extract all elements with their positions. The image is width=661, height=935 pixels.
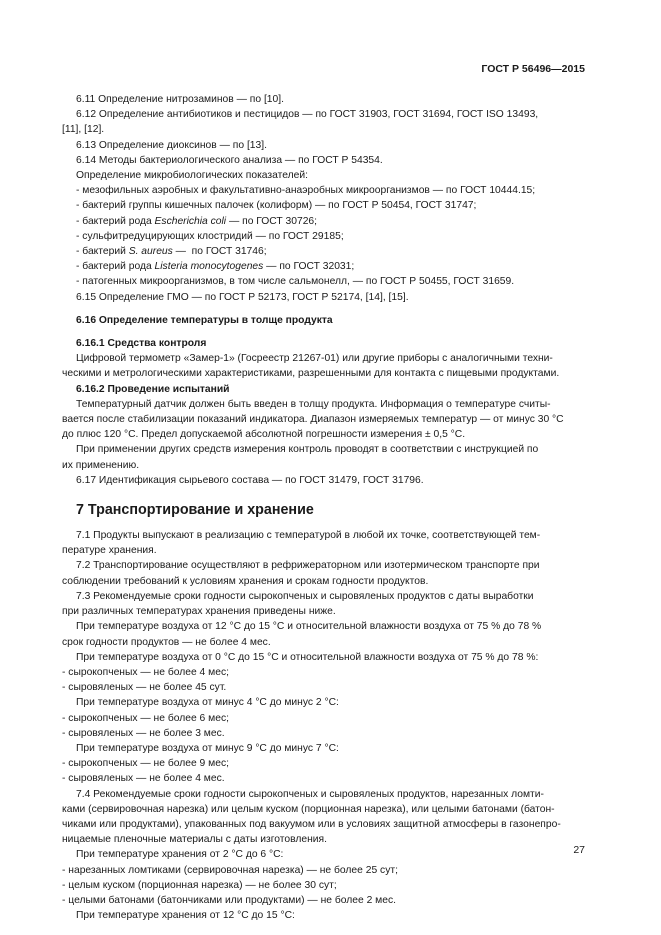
paragraph xyxy=(76,619,586,634)
text-line: - сыровяленых — не более 3 мес. xyxy=(62,727,225,739)
text-line: 7.3 Рекомендуемые сроки годности сырокопченых и сыровяленых продуктов с даты выработки xyxy=(76,590,534,602)
text-line: 6.15 Определение ГМО — по ГОСТ Р 52173, ГОСТ Р 52174, [14], [15]. xyxy=(76,291,409,303)
text-line: При температуре воздуха от минус 4 °С до минус 2 °С: xyxy=(76,697,339,709)
species-name: Escherichia coli xyxy=(154,215,227,227)
paragraph xyxy=(76,847,586,862)
text-line: 6.17 Идентификация сырьевого состава — по ГОСТ 31479, ГОСТ 31796. xyxy=(76,474,424,486)
paragraph xyxy=(62,366,586,381)
list-item xyxy=(62,863,586,878)
paragraph xyxy=(62,122,586,137)
subsection-heading: 6.16 Определение температуры в толще продукта xyxy=(76,314,333,326)
species-name: S. aureus xyxy=(128,246,173,258)
text-line: - целыми батонами (батончиками или продуктами) — не более 2 мес. xyxy=(62,894,396,906)
list-item xyxy=(62,893,586,908)
paragraph xyxy=(76,153,586,168)
paragraph xyxy=(62,458,586,473)
paragraph xyxy=(76,558,586,573)
paragraph xyxy=(62,412,586,427)
text-line: 6.11 Определение нитрозаминов — по [10]. xyxy=(76,94,284,105)
text-line: 6.13 Определение диоксинов — по [13]. xyxy=(76,139,267,151)
paragraph xyxy=(62,574,586,589)
paragraph xyxy=(76,107,586,122)
list-item xyxy=(62,665,586,680)
text-line: до плюс 120 °С. Предел допускаемой абсолютной погрешности измерения ± 0,5 °С. xyxy=(62,429,466,441)
paragraph xyxy=(62,802,586,817)
paragraph xyxy=(76,442,586,457)
text-line: - сырокопченых — не более 9 мес; xyxy=(62,758,229,770)
text-line: пературе хранения. xyxy=(62,545,157,557)
document-header: ГОСТ Р 56496—2015 xyxy=(481,63,585,75)
paragraph xyxy=(76,290,586,305)
text-line: При температуре воздуха от 12 °С до 15 °С и относительной влажности воздуха от 75 % до 78 % xyxy=(76,621,542,633)
paragraph xyxy=(76,695,586,710)
text-line: 6.12 Определение антибиотиков и пестицидов — по ГОСТ 31903, ГОСТ 31694, ГОСТ ISO 13493, xyxy=(76,109,539,121)
paragraph xyxy=(62,543,586,558)
text-line: Определение микробиологических показателей: xyxy=(76,170,308,182)
text-line: При температуре воздуха от минус 9 °С до минус 7 °С: xyxy=(76,742,339,754)
text-line: При температуре хранения от 12 °С до 15 °С: xyxy=(76,910,295,922)
text-line: 7.4 Рекомендуемые сроки годности сырокопченых и сыровяленых продуктов, нарезанных ломти- xyxy=(76,788,544,800)
paragraph xyxy=(62,635,586,650)
text-line: [11], [12]. xyxy=(62,124,105,136)
text-line: - бактерий рода xyxy=(76,215,155,227)
text-line: 6.14 Методы бактериологического анализа — по ГОСТ Р 54354. xyxy=(76,154,383,166)
text-line: При применении других средств измерения контроль проводят в соответствии с инструкцией по xyxy=(76,444,539,456)
text-line: 7.1 Продукты выпускают в реализацию с температурой в любой их точке, соответствующей тем- xyxy=(76,530,541,542)
paragraph xyxy=(62,604,586,619)
text-line: - нарезанных ломтиками (сервировочная нарезка) — не более 25 сут; xyxy=(62,864,398,876)
page-number: 27 xyxy=(573,844,585,856)
paragraph xyxy=(76,908,586,923)
text-line: - мезофильных аэробных и факультативно-анаэробных микроорганизмов — по ГОСТ 10444.15; xyxy=(76,185,536,197)
paragraph xyxy=(76,397,586,412)
text-line: — по ГОСТ 31746; xyxy=(172,246,267,258)
text-line: Температурный датчик должен быть введен в толщу продукта. Информация о температуре считы- xyxy=(76,398,551,410)
paragraph xyxy=(62,832,586,847)
list-item xyxy=(62,726,586,741)
text-line: соблюдении требований к условиям хранения и срокам годности продуктов. xyxy=(62,575,429,587)
text-line: - бактерий рода xyxy=(76,261,155,273)
text-line: их применению. xyxy=(62,459,140,471)
section-heading: 7 Транспортирование и хранение xyxy=(76,502,314,519)
subsection-heading: 6.16.2 Проведение испытаний xyxy=(76,383,230,395)
paragraph xyxy=(62,427,586,442)
text-line: ческими и метрологическими характеристиками, разрешенными для контакта с пищевыми продуктами. xyxy=(62,368,560,380)
paragraph xyxy=(76,741,586,756)
list-item xyxy=(62,771,586,786)
list-item xyxy=(62,680,586,695)
text-line: - бактерий группы кишечных палочек (колиформ) — по ГОСТ Р 50454, ГОСТ 31747; xyxy=(76,200,477,212)
list-item xyxy=(76,259,586,274)
text-line: При температуре воздуха от 0 °С до 15 °С и относительной влажности воздуха от 75 % до 78 %: xyxy=(76,651,539,663)
list-item xyxy=(62,878,586,893)
text-line: - патогенных микроорганизмов, в том числе сальмонелл, — по ГОСТ Р 50455, ГОСТ 31659. xyxy=(76,276,515,288)
subsection-heading: 6.16.1 Средства контроля xyxy=(76,338,207,350)
text-line: чиками или продуктами), упакованных под вакуумом или в условиях защитной атмосферы в газонепро- xyxy=(62,818,561,830)
list-item xyxy=(76,229,586,244)
text-line: срок годности продуктов — не более 4 мес. xyxy=(62,636,271,648)
paragraph xyxy=(76,589,586,604)
paragraph xyxy=(76,787,586,802)
text-line: — по ГОСТ 30726; xyxy=(226,215,318,227)
text-line: 7.2 Транспортирование осуществляют в рефрижераторном или изотермическом транспорте при xyxy=(76,560,540,572)
list-item xyxy=(76,214,586,229)
paragraph xyxy=(76,528,586,543)
list-item xyxy=(62,756,586,771)
text-line: - сыровяленых — не более 4 мес. xyxy=(62,773,225,785)
text-line: При температуре хранения от 2 °С до 6 °С: xyxy=(76,849,284,861)
paragraph xyxy=(76,138,586,153)
text-line: - бактерий xyxy=(76,246,129,258)
text-line: - сырокопченых — не более 4 мес; xyxy=(62,666,229,678)
paragraph xyxy=(62,817,586,832)
text-line: - сырокопченых — не более 6 мес; xyxy=(62,712,229,724)
text-line: ницаемые пленочные материалы с даты изготовления. xyxy=(62,834,327,846)
text-line: — по ГОСТ 32031; xyxy=(263,261,355,273)
list-item xyxy=(62,711,586,726)
text-line: Цифровой термометр «Замер-1» (Госреестр 21267-01) или другие приборы с аналогичными техни- xyxy=(76,353,553,365)
paragraph xyxy=(76,168,586,183)
paragraph xyxy=(76,92,586,107)
text-line: - сыровяленых — не более 45 сут. xyxy=(62,682,227,694)
list-item xyxy=(76,183,586,198)
text-line: - сульфитредуцирующих клостридий — по ГОСТ 29185; xyxy=(76,230,344,242)
species-name: Listeria monocytogenes xyxy=(154,261,264,273)
paragraph xyxy=(76,473,586,488)
list-item xyxy=(76,274,586,289)
paragraph xyxy=(76,351,586,366)
text-line: при различных температурах хранения приведены ниже. xyxy=(62,606,336,618)
text-line: вается после стабилизации показаний индикатора. Диапазон измеряемых температур — от минус 30 °С xyxy=(62,414,564,426)
list-item xyxy=(76,244,586,259)
text-line: ками (сервировочная нарезка) или целым куском (порционная нарезка), или целыми батонами (батон- xyxy=(62,803,555,815)
text-line: - целым куском (порционная нарезка) — не более 30 сут; xyxy=(62,879,337,891)
paragraph xyxy=(76,650,586,665)
list-item xyxy=(76,198,586,213)
document-body xyxy=(62,92,586,923)
